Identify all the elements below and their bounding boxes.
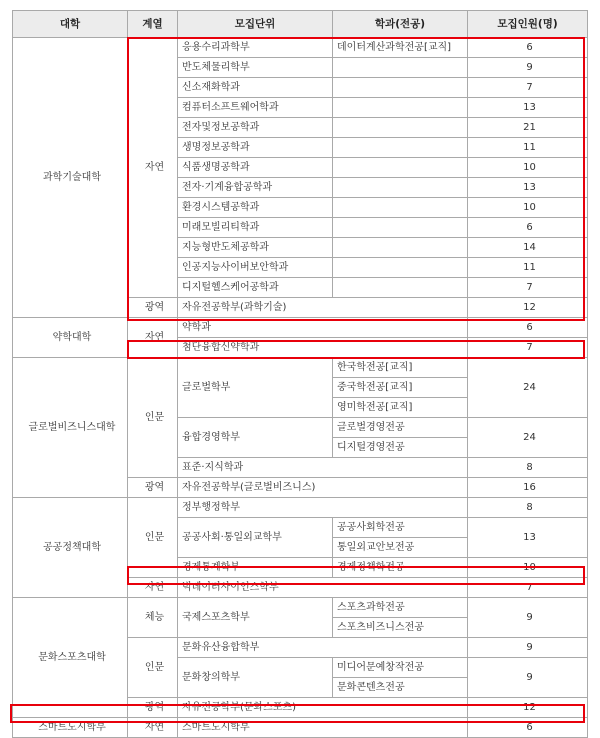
major-empty — [333, 278, 468, 298]
major-empty — [333, 178, 468, 198]
unit-name: 응용수리과학부 — [178, 38, 333, 58]
unit-name: 경제통계학부 — [178, 558, 333, 578]
major-name: 미디어문예창작전공 — [333, 658, 468, 678]
major-name: 문화콘텐츠전공 — [333, 678, 468, 698]
unit-name: 반도체물리학부 — [178, 58, 333, 78]
count-cell: 13 — [468, 518, 588, 558]
unit-name: 식품생명공학과 — [178, 158, 333, 178]
count-cell: 7 — [468, 338, 588, 358]
major-empty — [333, 58, 468, 78]
major-name: 공공사회학전공 — [333, 518, 468, 538]
count-cell: 10 — [468, 158, 588, 178]
count-cell: 13 — [468, 98, 588, 118]
unit-name: 첨단융합신약학과 — [178, 338, 468, 358]
major-name: 스포츠과학전공 — [333, 598, 468, 618]
track-wide: 광역 — [128, 298, 178, 318]
major-name: 디지털경영전공 — [333, 438, 468, 458]
count-cell: 6 — [468, 218, 588, 238]
count-cell: 9 — [468, 638, 588, 658]
table-row — [13, 38, 588, 58]
admission-table — [12, 10, 588, 738]
header-unit: 모집단위 — [178, 11, 333, 38]
track-natural: 자연 — [128, 718, 178, 738]
track-humanities: 인문 — [128, 498, 178, 578]
count-cell: 14 — [468, 238, 588, 258]
major-empty — [333, 138, 468, 158]
unit-name: 컴퓨터소프트웨어학과 — [178, 98, 333, 118]
unit-name: 자유전공학부(과학기술) — [178, 298, 468, 318]
table-row — [13, 318, 588, 338]
major-name: 글로벌경영전공 — [333, 418, 468, 438]
unit-name: 융합경영학부 — [178, 418, 333, 458]
track-humanities: 인문 — [128, 638, 178, 698]
count-cell: 16 — [468, 478, 588, 498]
unit-name: 빅데이터사이언스학부 — [178, 578, 468, 598]
major-name: 데이터계산과학전공[교직] — [333, 38, 468, 58]
major-empty — [333, 118, 468, 138]
unit-name: 공공사회·통일외교학부 — [178, 518, 333, 558]
unit-name: 문화유산융합학부 — [178, 638, 468, 658]
header-track: 계열 — [128, 11, 178, 38]
unit-name: 전자·기계융합공학과 — [178, 178, 333, 198]
college-public-policy: 공공정책대학 — [13, 498, 128, 598]
unit-name: 인공지능사이버보안학과 — [178, 258, 333, 278]
header-major: 학과(전공) — [333, 11, 468, 38]
major-empty — [333, 98, 468, 118]
track-natural: 자연 — [128, 318, 178, 358]
major-empty — [333, 78, 468, 98]
college-science: 과학기술대학 — [13, 38, 128, 318]
major-name: 통일외교안보전공 — [333, 538, 468, 558]
major-empty — [333, 238, 468, 258]
track-natural: 자연 — [128, 578, 178, 598]
unit-name: 표준·지식학과 — [178, 458, 468, 478]
major-empty — [333, 198, 468, 218]
college-smart-city: 스마트도시학부 — [13, 718, 128, 738]
count-cell: 9 — [468, 658, 588, 698]
count-cell: 8 — [468, 458, 588, 478]
count-cell: 6 — [468, 718, 588, 738]
college-global-business: 글로벌비즈니스대학 — [13, 358, 128, 498]
major-name: 스포츠비즈니스전공 — [333, 618, 468, 638]
count-cell: 6 — [468, 318, 588, 338]
count-cell: 11 — [468, 138, 588, 158]
count-cell: 11 — [468, 258, 588, 278]
count-cell: 9 — [468, 58, 588, 78]
count-cell: 21 — [468, 118, 588, 138]
table-row — [13, 598, 588, 618]
college-culture-sports: 문화스포츠대학 — [13, 598, 128, 718]
track-athletics: 체능 — [128, 598, 178, 638]
unit-name: 자유전공학부(글로벌비즈니스) — [178, 478, 468, 498]
count-cell: 7 — [468, 578, 588, 598]
unit-name: 환경시스템공학과 — [178, 198, 333, 218]
count-cell: 9 — [468, 598, 588, 638]
unit-name: 미래모빌리티학과 — [178, 218, 333, 238]
unit-name: 생명정보공학과 — [178, 138, 333, 158]
college-pharmacy: 약학대학 — [13, 318, 128, 358]
unit-name: 전자및정보공학과 — [178, 118, 333, 138]
header-college: 대학 — [13, 11, 128, 38]
unit-name: 글로벌학부 — [178, 358, 333, 418]
major-name: 한국학전공[교직] — [333, 358, 468, 378]
unit-name: 지능형반도체공학과 — [178, 238, 333, 258]
count-cell: 24 — [468, 358, 588, 418]
unit-name: 디지털헬스케어공학과 — [178, 278, 333, 298]
count-cell: 7 — [468, 278, 588, 298]
count-cell: 8 — [468, 498, 588, 518]
track-wide: 광역 — [128, 478, 178, 498]
major-empty — [333, 258, 468, 278]
track-wide: 광역 — [128, 698, 178, 718]
major-empty — [333, 218, 468, 238]
track-humanities: 인문 — [128, 358, 178, 478]
count-cell: 12 — [468, 698, 588, 718]
table-row — [13, 718, 588, 738]
unit-name: 신소재화학과 — [178, 78, 333, 98]
unit-name: 문화창의학부 — [178, 658, 333, 698]
count-cell: 13 — [468, 178, 588, 198]
header-count: 모집인원(명) — [468, 11, 588, 38]
major-name: 영미학전공[교직] — [333, 398, 468, 418]
count-cell: 24 — [468, 418, 588, 458]
count-cell: 6 — [468, 38, 588, 58]
header-row — [13, 11, 588, 38]
table-row — [13, 498, 588, 518]
major-name: 경제정책학전공 — [333, 558, 468, 578]
unit-name: 스마트도시학부 — [178, 718, 468, 738]
unit-name: 정부행정학부 — [178, 498, 468, 518]
count-cell: 7 — [468, 78, 588, 98]
count-cell: 10 — [468, 198, 588, 218]
count-cell: 10 — [468, 558, 588, 578]
major-empty — [333, 158, 468, 178]
table-row — [13, 358, 588, 378]
count-cell: 12 — [468, 298, 588, 318]
major-name: 중국학전공[교직] — [333, 378, 468, 398]
track-natural: 자연 — [128, 38, 178, 298]
unit-name: 자유전공학부(문화스포츠) — [178, 698, 468, 718]
unit-name: 국제스포츠학부 — [178, 598, 333, 638]
unit-name: 약학과 — [178, 318, 468, 338]
